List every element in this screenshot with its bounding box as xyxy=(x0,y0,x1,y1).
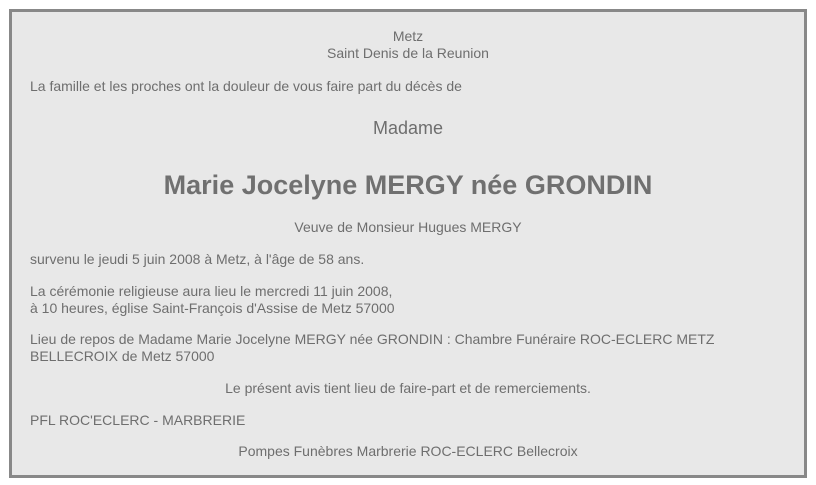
widow-of: Veuve de Monsieur Hugues MERGY xyxy=(294,219,522,235)
company-name: PFL ROC'ECLERC - MARBRERIE xyxy=(30,412,246,428)
footer-company: Pompes Funèbres Marbrerie ROC-ECLERC Bellecroix xyxy=(238,443,578,459)
deceased-name: Marie Jocelyne MERGY née GRONDIN xyxy=(163,170,653,200)
thanks-note: Le présent avis tient lieu de faire-part et de remerciements. xyxy=(225,380,591,396)
obituary-notice xyxy=(9,9,807,478)
ceremony-line-1: La cérémonie religieuse aura lieu le mercredi 11 juin 2008, xyxy=(30,283,393,299)
ceremony-line-2: à 10 heures, église Saint-François d'Assise de Metz 57000 xyxy=(30,300,395,316)
resting-place: Lieu de repos de Madame Marie Jocelyne MERGY née GRONDIN : Chambre Funéraire ROC-ECLERC METZ BELLECROIX de Metz 57000 xyxy=(30,331,715,364)
death-notice: survenu le jeudi 5 juin 2008 à Metz, à l'âge de 58 ans. xyxy=(30,251,365,267)
honorific-title: Madame xyxy=(372,118,444,138)
intro-text: La famille et les proches ont la douleur de vous faire part du décès de xyxy=(30,78,462,94)
city: Metz xyxy=(392,28,424,44)
region: Saint Denis de la Reunion xyxy=(327,45,489,61)
